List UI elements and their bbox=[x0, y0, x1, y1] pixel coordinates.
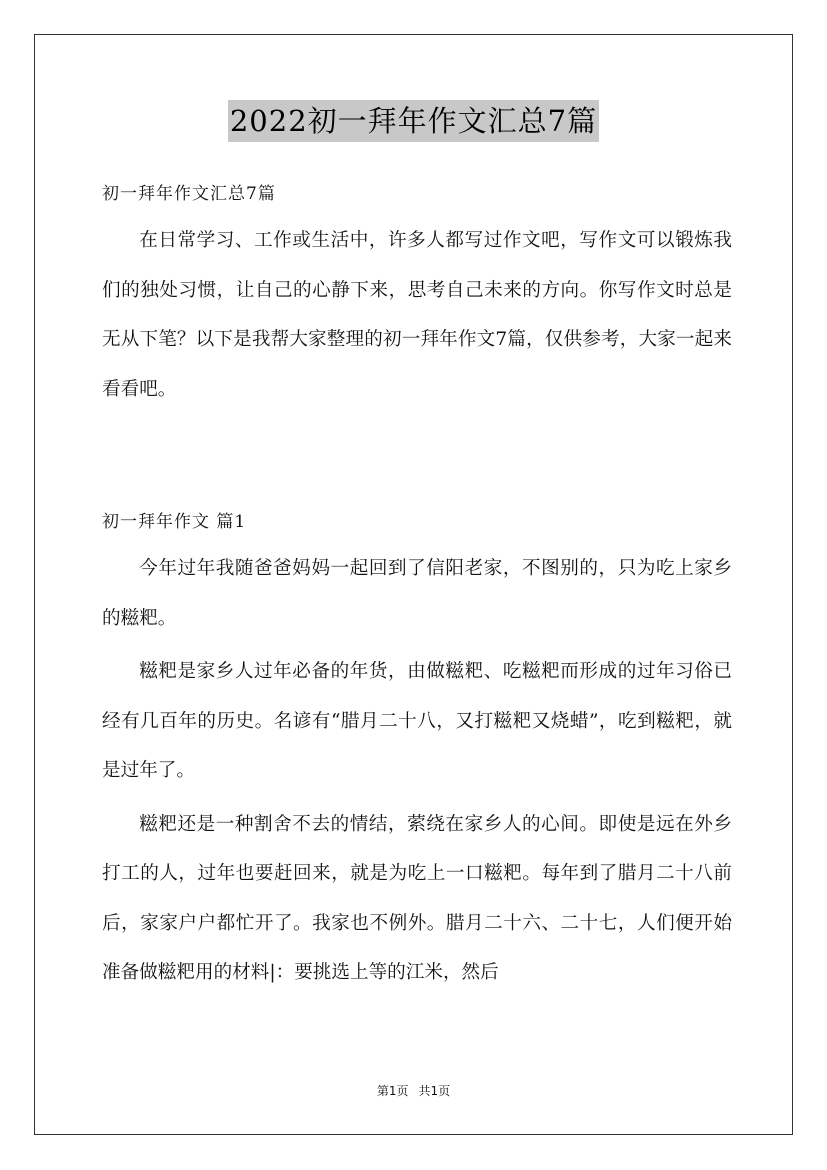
page-footer bbox=[0, 1082, 827, 1099]
page-number: 第1页 bbox=[376, 1084, 409, 1098]
paragraph: 糍粑还是一种割舍不去的情结，萦绕在家乡人的心间。即使是远在外乡打工的人，过年也要赶回来，就是为吃上一口糍粑。每年到了腊月二十八前后，家家户户都忙开了。我家也不例外。腊月二十六、二十七，人们便开始准备做糍粑用的材料|：要挑选上等的江米，然后 bbox=[102, 813, 732, 983]
intro-paragraph: 在日常学习、工作或生活中，许多人都写过作文吧，写作文可以锻炼我们的独处习惯，让自己的心静下来，思考自己未来的方向。你写作文时总是无从下笔？以下是我帮大家整理的初一拜年作文7篇，仅供参考，大家一起来看看吧。 bbox=[102, 230, 732, 400]
section-heading: 初一拜年作文 篇1 bbox=[102, 512, 247, 532]
subtitle: 初一拜年作文汇总7篇 bbox=[102, 184, 276, 204]
paragraph: 糍粑是家乡人过年必备的年货，由做糍粑、吃糍粑而形成的过年习俗已经有几百年的历史。名谚有“腊月二十八，又打糍粑又烧蜡”，吃到糍粑，就是过年了。 bbox=[102, 661, 732, 781]
title-container bbox=[0, 100, 827, 142]
paragraph: 今年过年我随爸爸妈妈一起回到了信阳老家，不图别的，只为吃上家乡的糍粑。 bbox=[102, 558, 732, 629]
document-title: 2022初一拜年作文汇总7篇 bbox=[228, 100, 599, 142]
page-total: 共1页 bbox=[418, 1084, 451, 1098]
document-body bbox=[102, 176, 732, 998]
